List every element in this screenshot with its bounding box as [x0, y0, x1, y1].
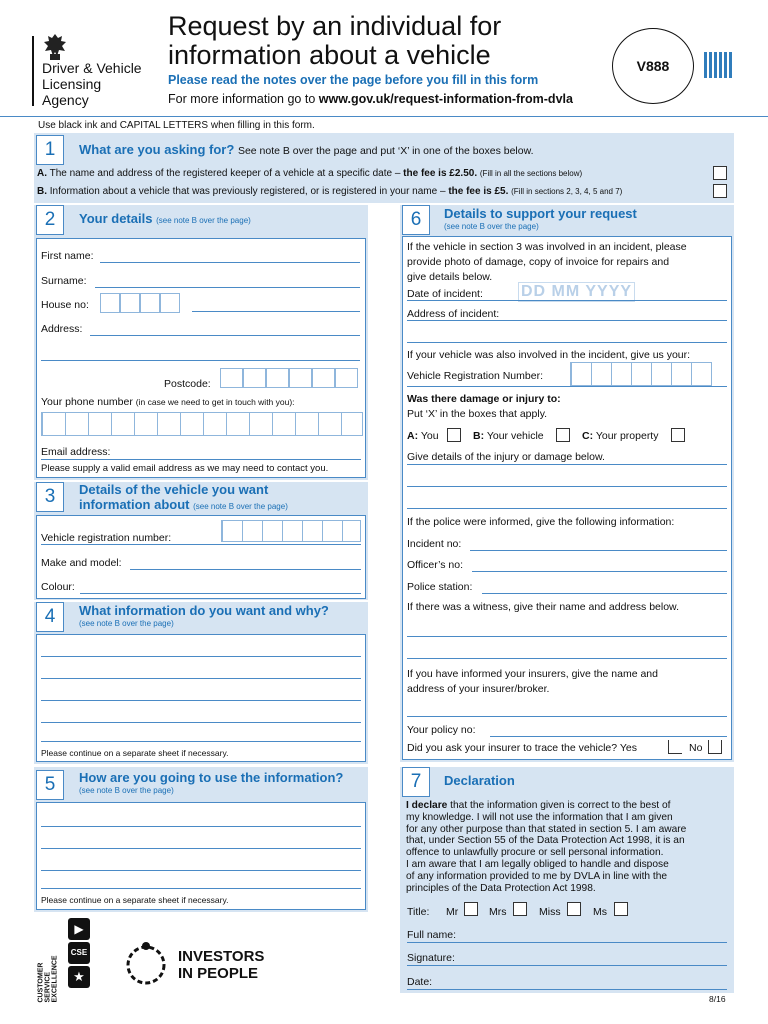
first-name-field[interactable] — [100, 262, 360, 263]
use-line[interactable] — [41, 888, 361, 889]
witness-field[interactable] — [407, 636, 727, 637]
cse-badge: CSE — [68, 942, 90, 964]
insurer-field[interactable] — [407, 716, 727, 717]
trace-no-checkbox[interactable] — [708, 740, 722, 754]
vehicle-reg-cells[interactable] — [221, 520, 361, 542]
laurel-wreath-icon — [120, 940, 172, 990]
form-code-badge: V888 — [612, 28, 694, 104]
title-mrs-checkbox[interactable] — [513, 902, 527, 916]
section-5-title: How are you going to use the information? — [79, 770, 344, 785]
use-line[interactable] — [41, 826, 361, 827]
option-a-checkbox[interactable] — [713, 166, 727, 180]
house-no-cell[interactable] — [100, 293, 120, 313]
use-line[interactable] — [41, 870, 361, 871]
section-3-title: Details of the vehicle you want information about (see note B over the page) — [79, 482, 288, 512]
section-3-number: 3 — [36, 482, 64, 512]
play-icon: ▶ — [68, 918, 90, 940]
incident-no-field[interactable] — [470, 550, 727, 551]
org-name: Driver & Vehicle Licensing Agency — [42, 60, 142, 108]
star-icon: ★ — [68, 966, 90, 988]
cse-logo — [34, 916, 98, 1003]
royal-crest-icon — [38, 32, 72, 62]
instruction: Use black ink and CAPITAL LETTERS when filling in this form. — [38, 120, 315, 131]
section-5-number: 5 — [36, 770, 64, 800]
damage-details-field[interactable] — [407, 464, 727, 465]
email-field[interactable] — [41, 459, 361, 460]
investors-in-people-logo: INVESTORS IN PEOPLE — [120, 940, 290, 990]
cse-text: CUSTOMER SERVICE EXCELLENCE — [37, 955, 59, 1003]
section-2-title: Your details (see note B over the page) — [79, 211, 251, 226]
make-model-field[interactable] — [130, 569, 361, 570]
date-field[interactable] — [407, 989, 727, 990]
more-info-link[interactable]: www.gov.uk/request-information-from-dvla — [318, 92, 573, 106]
section-1-number: 1 — [36, 135, 64, 165]
incident-address-field[interactable] — [407, 342, 727, 343]
form-title: Request by an individual for information about a vehicle — [168, 11, 502, 70]
police-station-field[interactable] — [482, 593, 727, 594]
postcode-cell[interactable] — [220, 368, 243, 388]
postcode-cell[interactable] — [289, 368, 312, 388]
postcode-cell[interactable] — [243, 368, 266, 388]
barcode-icon — [704, 52, 732, 78]
vrn-cells[interactable] — [570, 362, 712, 386]
house-name-field[interactable] — [192, 311, 360, 312]
title-miss-checkbox[interactable] — [567, 902, 581, 916]
section-6-number: 6 — [402, 205, 430, 235]
section-7-title: Declaration — [444, 773, 515, 788]
date-of-incident-field[interactable]: DD MM YYYY — [518, 282, 635, 302]
option-b-checkbox[interactable] — [713, 184, 727, 198]
info-line[interactable] — [41, 678, 361, 679]
officer-no-field[interactable] — [472, 571, 727, 572]
incident-address-field[interactable] — [407, 320, 727, 321]
witness-field[interactable] — [407, 658, 727, 659]
house-no-cell[interactable] — [120, 293, 140, 313]
section-7-number: 7 — [402, 767, 430, 797]
version-label: 8/16 — [709, 994, 726, 1004]
damage-details-field[interactable] — [407, 486, 727, 487]
more-info: For more information go to www.gov.uk/request-information-from-dvla — [168, 92, 573, 106]
subtitle: Please read the notes over the page before you fill in this form — [168, 73, 539, 87]
address-field[interactable] — [90, 335, 360, 336]
option-b: B. Information about a vehicle that was previously registered, or is registered in your name – the fee is £5. (Fill in sections 2, 3, 4, 5 and 7) — [37, 186, 623, 197]
title-ms-checkbox[interactable] — [614, 902, 628, 916]
postcode-cell[interactable] — [266, 368, 289, 388]
house-no-cell[interactable] — [160, 293, 180, 313]
damage-vehicle-checkbox[interactable] — [556, 428, 570, 442]
trace-yes-checkbox[interactable] — [668, 740, 682, 754]
colour-field[interactable] — [80, 593, 361, 594]
info-line[interactable] — [41, 741, 361, 742]
section-2-number: 2 — [36, 205, 64, 235]
info-line[interactable] — [41, 656, 361, 657]
info-line[interactable] — [41, 700, 361, 701]
address-field[interactable] — [41, 360, 360, 361]
phone-cells[interactable] — [41, 412, 363, 436]
damage-details-field[interactable] — [407, 508, 727, 509]
section-1-title: What are you asking for? See note B over the page and put ‘X’ in one of the boxes below. — [79, 142, 534, 157]
info-line[interactable] — [41, 722, 361, 723]
section-4-title: What information do you want and why? — [79, 603, 329, 618]
full-name-field[interactable] — [407, 942, 727, 943]
section-6-title: Details to support your request — [444, 206, 637, 221]
postcode-cell[interactable] — [335, 368, 358, 388]
signature-field[interactable] — [407, 965, 727, 966]
surname-field[interactable] — [95, 287, 360, 288]
damage-you-checkbox[interactable] — [447, 428, 461, 442]
house-no-cell[interactable] — [140, 293, 160, 313]
dvla-logo — [38, 30, 158, 110]
section-4-number: 4 — [36, 602, 64, 632]
damage-property-checkbox[interactable] — [671, 428, 685, 442]
postcode-cell[interactable] — [312, 368, 335, 388]
title-mr-checkbox[interactable] — [464, 902, 478, 916]
use-line[interactable] — [41, 848, 361, 849]
declaration-text: I declare that the information given is correct to the best of my knowledge. I will not use the information that I am given for any other purpose than that stated in section 5. I am aware that, under Section 55 of the Data Protection Act 1998, it is an offence to unlawfully procure or sell personal information. I am aware that I am legally obliged to handle and dispose of any information provided to me by DVLA in line with the principles of the Data Protection Act 1998. — [406, 800, 687, 894]
option-a: A. The name and address of the registered keeper of a vehicle at a specific date – the fee is £2.50. (Fill in all the sections below) — [37, 168, 583, 179]
policy-no-field[interactable] — [490, 736, 727, 737]
